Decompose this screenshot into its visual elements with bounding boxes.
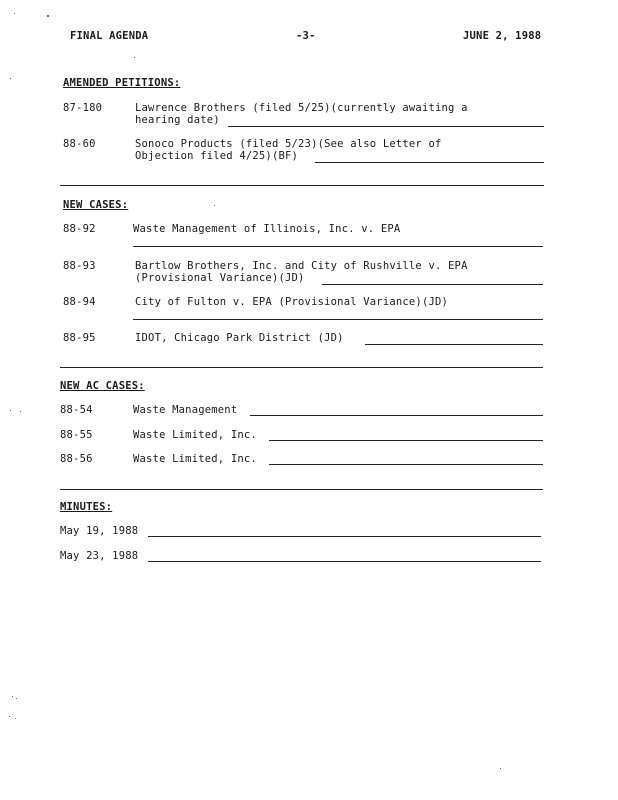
case-number: 88-93 (63, 260, 96, 272)
amended-petitions-heading: AMENDED PETITIONS: (63, 77, 181, 89)
scan-speck (214, 205, 215, 206)
case-text: Waste Management of Illinois, Inc. v. EPA (133, 223, 401, 235)
fill-line (228, 126, 544, 127)
new-cases-heading: NEW CASES: (63, 199, 129, 211)
petition-text-line2: hearing date) (135, 114, 220, 126)
new-ac-cases-heading: NEW AC CASES: (60, 380, 145, 392)
scan-speck (20, 411, 21, 412)
case-text: City of Fulton v. EPA (Provisional Variance)(JD) (135, 296, 449, 308)
scan-speck (15, 718, 16, 719)
scan-speck (47, 15, 49, 17)
scan-speck (10, 78, 11, 79)
fill-line (148, 536, 541, 537)
scan-speck (500, 768, 501, 769)
case-number: 88-92 (63, 223, 96, 235)
scan-speck (16, 698, 17, 699)
fill-line (148, 561, 541, 562)
section-divider (60, 185, 544, 186)
ac-case-text: Waste Management (133, 404, 238, 416)
case-number: 88-94 (63, 296, 96, 308)
minutes-heading: MINUTES: (60, 501, 113, 513)
fill-line (269, 440, 543, 441)
case-text: IDOT, Chicago Park District (JD) (135, 332, 344, 344)
petition-text-line1: Sonoco Products (filed 5/23)(See also Letter of (135, 138, 442, 150)
header-left: FINAL AGENDA (70, 30, 149, 42)
case-number: 88-95 (63, 332, 96, 344)
page-number: -3- (296, 30, 316, 42)
minutes-date: May 23, 1988 (60, 550, 139, 562)
petition-text-line1: Lawrence Brothers (filed 5/25)(currently awaiting a (135, 102, 468, 114)
ac-case-number: 88-56 (60, 453, 93, 465)
scan-speck (134, 57, 135, 58)
fill-line (133, 246, 543, 247)
petition-text-line2: Objection filed 4/25)(BF) (135, 150, 299, 162)
fill-line (322, 284, 543, 285)
fill-line (315, 162, 544, 163)
petition-number: 87-180 (63, 102, 103, 114)
case-text-line2: (Provisional Variance)(JD) (135, 272, 305, 284)
section-divider (60, 367, 543, 368)
ac-case-text: Waste Limited, Inc. (133, 453, 257, 465)
header-date: JUNE 2, 1988 (463, 30, 542, 42)
fill-line (133, 319, 543, 320)
fill-line (269, 464, 543, 465)
fill-line (365, 344, 543, 345)
scan-speck (10, 410, 11, 411)
ac-case-number: 88-55 (60, 429, 93, 441)
section-divider (60, 489, 543, 490)
minutes-date: May 19, 1988 (60, 525, 139, 537)
ac-case-text: Waste Limited, Inc. (133, 429, 257, 441)
petition-number: 88-60 (63, 138, 96, 150)
case-text-line1: Bartlow Brothers, Inc. and City of Rushville v. EPA (135, 260, 468, 272)
ac-case-number: 88-54 (60, 404, 93, 416)
scan-speck (9, 716, 10, 717)
scan-speck (14, 13, 15, 14)
scan-speck (12, 696, 13, 697)
fill-line (250, 415, 543, 416)
